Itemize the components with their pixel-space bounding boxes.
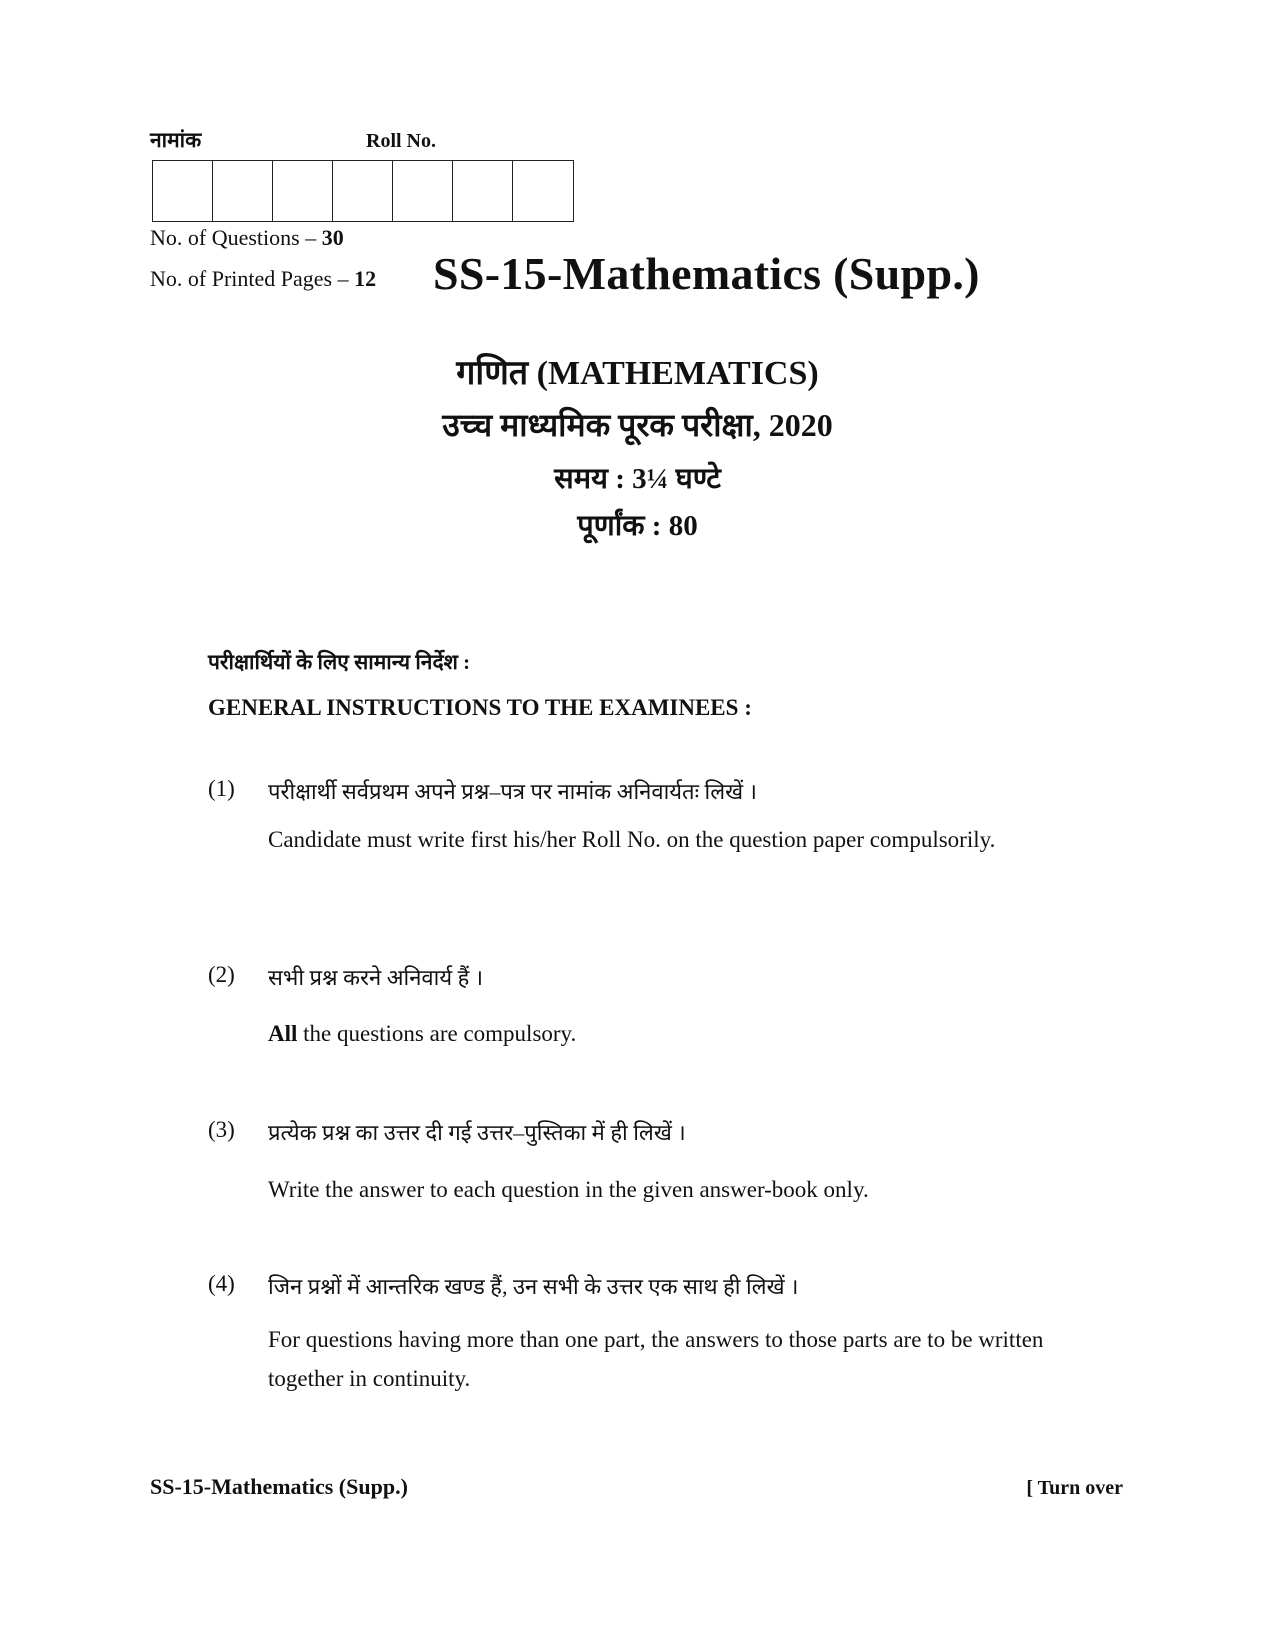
roll-digit-box[interactable] [393,161,453,221]
instruction-number: (1) [208,776,235,801]
instructions-heading-hindi: परीक्षार्थियों के लिए सामान्य निर्देश : [208,650,471,674]
roll-digit-box[interactable] [453,161,513,221]
roll-digit-box[interactable] [213,161,273,221]
questions-label: No. of Questions – [150,225,322,250]
instruction-hindi: जिन प्रश्नों में आन्तरिक खण्ड हैं, उन सभी के उत्तर एक साथ ही लिखें । [268,1274,799,1299]
questions-value: 30 [321,225,344,250]
pages-count [150,266,376,292]
instruction-number: (4) [208,1271,235,1296]
roll-digit-box[interactable] [153,161,213,221]
instruction-english [268,1014,1108,1053]
roll-digit-box[interactable] [273,161,333,221]
exam-title: उच्च माध्यमिक पूरक परीक्षा, 2020 [442,407,833,443]
time-label: समय : [554,463,633,495]
marks-label: पूर्णांक : [577,510,669,542]
turn-over-note: [ Turn over [1026,1477,1123,1499]
max-marks [0,505,1275,544]
instruction-english: Write the answer to each question in the given answer-book only. [268,1177,869,1202]
roll-label-hindi: नामांक [150,128,202,152]
instruction-english: For questions having more than one part, the answers to those parts are to be written together in continuity. [268,1327,1044,1391]
instruction-english-rest: the questions are compulsory. [297,1021,577,1046]
marks-value: 80 [668,510,698,542]
instruction-hindi: प्रत्येक प्रश्न का उत्तर दी गई उत्तर–पुस्तिका में ही लिखें । [268,1120,686,1145]
roll-label-english: Roll No. [366,130,436,152]
instruction-hindi: परीक्षार्थी सर्वप्रथम अपने प्रश्न–पत्र पर नामांक अनिवार्यतः लिखें । [268,779,757,804]
instruction-english-emphasis: All [268,1021,298,1046]
pages-label: No. of Printed Pages – [150,266,355,291]
roll-digit-box[interactable] [333,161,393,221]
roll-number-boxes [152,160,574,222]
paper-code-title: SS-15-Mathematics (Supp.) [433,248,980,299]
subject-title: गणित (MATHEMATICS) [456,355,819,392]
time-value: 3¼ घण्टे [632,463,721,495]
roll-digit-box[interactable] [513,161,573,221]
footer-paper-code: SS-15-Mathematics (Supp.) [150,1474,408,1499]
exam-duration [0,458,1275,497]
instruction-hindi: सभी प्रश्न करने अनिवार्य हैं । [268,965,484,990]
instructions-heading-english: GENERAL INSTRUCTIONS TO THE EXAMINEES : [208,695,752,720]
instruction-number: (2) [208,962,235,987]
instruction-number: (3) [208,1117,235,1142]
pages-value: 12 [354,266,377,291]
questions-count [150,225,344,251]
instruction-english: Candidate must write first his/her Roll No. on the question paper compulsorily. [268,827,996,852]
